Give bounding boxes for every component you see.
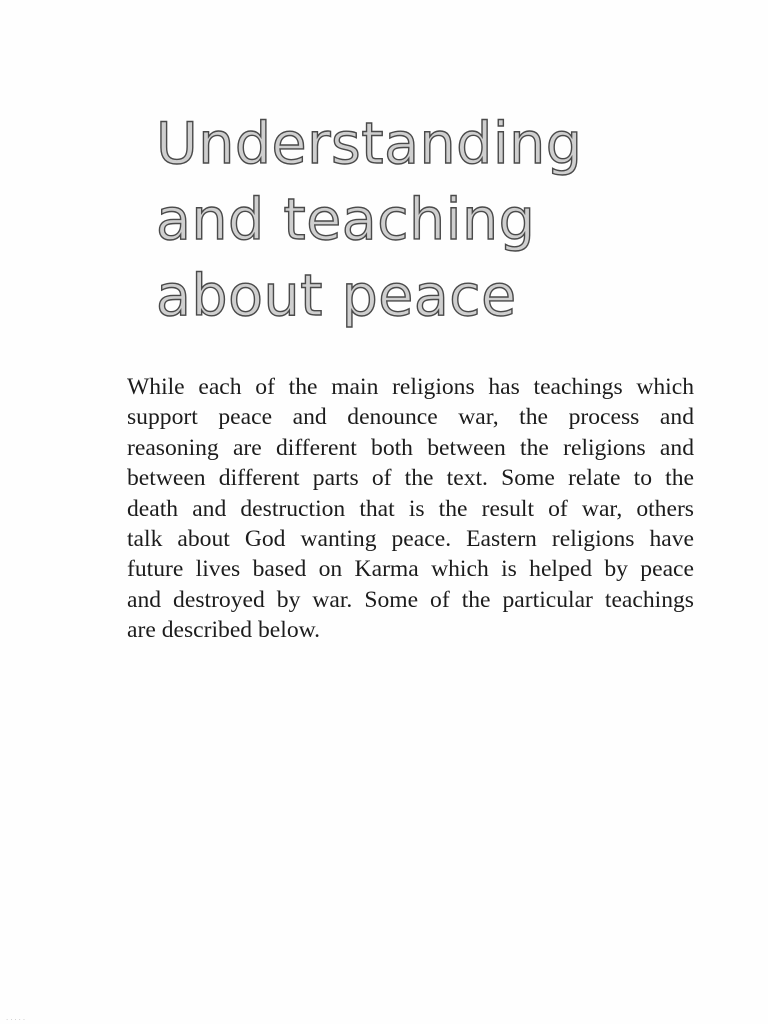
body-line-1: While each of the main religions has teachings which — [127, 374, 694, 400]
body-line-8: and destroyed by war. Some of the particular teachings — [127, 586, 694, 613]
title-line-1: Understanding — [156, 111, 583, 177]
body-line-5: death and destruction that is the result of war, others — [127, 495, 694, 522]
body-line-9: are described below. — [127, 617, 321, 644]
body-line-4: between different parts of the text. Some relate to the — [127, 465, 694, 492]
body-paragraph — [127, 372, 694, 646]
title-line-2: and teaching — [156, 187, 536, 253]
title-line-3: about peace — [156, 263, 517, 329]
body-line-6: talk about God wanting peace. Eastern religions have — [127, 526, 694, 553]
body-line-7: future lives based on Karma which is helped by peace — [127, 556, 694, 583]
scan-mark: ..... — [6, 1014, 28, 1022]
page-title — [156, 106, 676, 334]
body-line-2: support peace and denounce war, the process and — [127, 404, 694, 431]
body-line-3: reasoning are different both between the religions and — [127, 434, 694, 461]
